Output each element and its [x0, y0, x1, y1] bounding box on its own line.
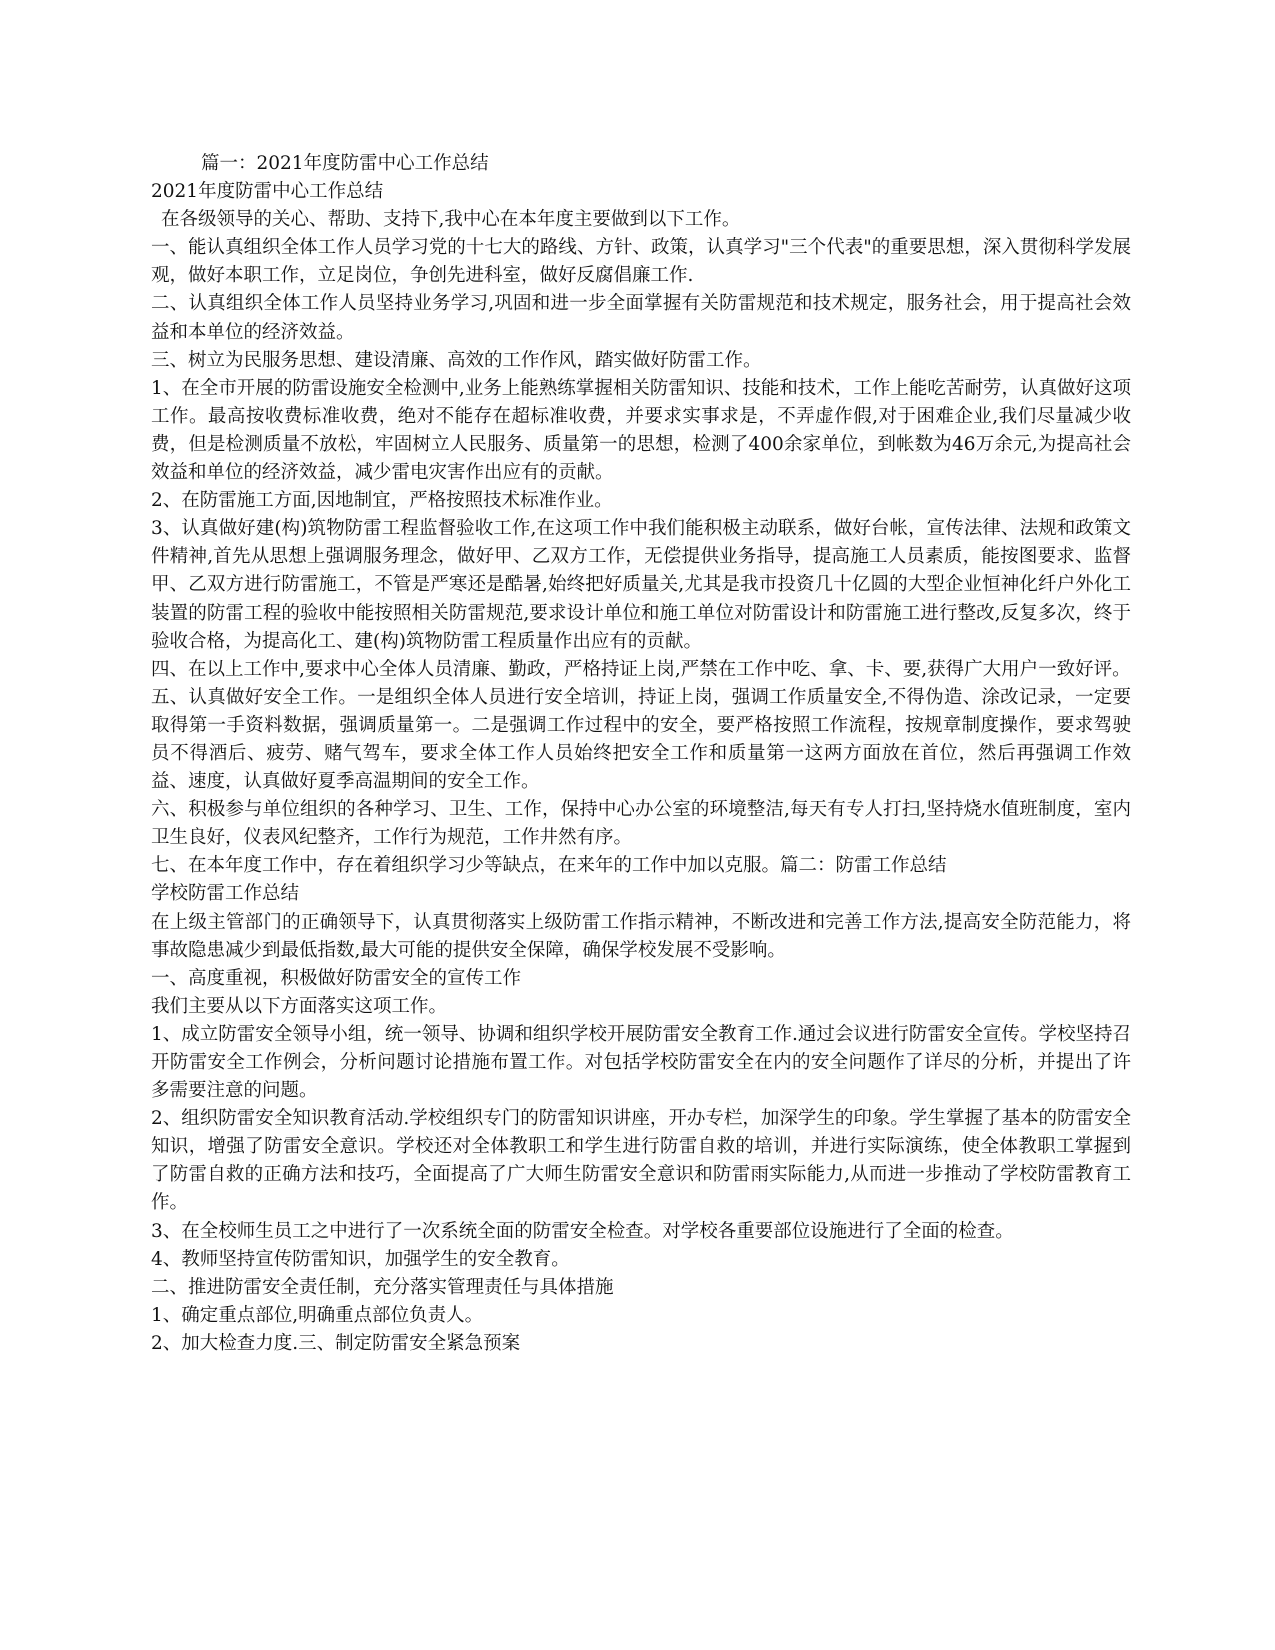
- section-one-heading: 一、高度重视，积极做好防雷安全的宣传工作: [151, 967, 522, 989]
- article-one-title: 2021年度防雷中心工作总结: [151, 181, 384, 203]
- section-one-item-4: 4、教师坚持宣传防雷知识，加强学生的安全教育。: [151, 1248, 570, 1270]
- paragraph-item-2: 二、认真组织全体工作人员坚持业务学习,巩固和进一步全面掌握有关防雷规范和技术规定，服务社会，用于提高社会效益和本单位的经济效益。: [151, 293, 1131, 343]
- section-one-item-2: 2、组织防雷安全知识教育活动.学校组织专门的防雷知识讲座，开办专栏，加深学生的印象。学生掌握了基本的防雷安全知识，增强了防雷安全意识。学校还对全体教职工和学生进行防雷自救的培训，并进行实际演练，使全体教职工掌握到了防雷自救的正确方法和技巧，全面提高了广大师生防雷安全意识和防雷雨实际能力,从而进一步推动了学校防雷教育工作。: [151, 1108, 1131, 1214]
- paragraph-item-4: 四、在以上工作中,要求中心全体人员清廉、勤政，严格持证上岗,严禁在工作中吃、拿、卡、要,获得广大用户一致好评。: [151, 658, 1131, 680]
- section-two-heading: 二、推进防雷安全责任制，充分落实管理责任与具体措施: [151, 1276, 614, 1298]
- paragraph-item-5: 五、认真做好安全工作。一是组织全体人员进行安全培训，持证上岗，强调工作质量安全,不得伪造、涂改记录，一定要取得第一手资料数据，强调质量第一。二是强调工作过程中的安全，要严格按照工作流程，按规章制度操作，要求驾驶员不得酒后、疲劳、赌气驾车，要求全体工作人员始终把安全工作和质量第一这两方面放在首位，然后再强调工作效益、速度，认真做好夏季高温期间的安全工作。: [151, 686, 1131, 793]
- section-one-item-1: 1、成立防雷安全领导小组，统一领导、协调和组织学校开展防雷安全教育工作.通过会议进行防雷安全宣传。学校坚持召开防雷安全工作例会，分析问题讨论措施布置工作。对包括学校防雷安全在内的安全问题作了详尽的分析，并提出了许多需要注意的问题。: [151, 1023, 1131, 1102]
- section-one-lead: 我们主要从以下方面落实这项工作。: [151, 995, 448, 1017]
- document-body: [151, 150, 1131, 1358]
- article-two-title: 学校防雷工作总结: [151, 883, 300, 905]
- paragraph-item-3-3: 3、认真做好建(构)筑物防雷工程监督验收工作,在这项工作中我们能积极主动联系，做好台帐，宣传法律、法规和政策文件精神,首先从思想上强调服务理念，做好甲、乙双方工作，无偿提供业务指导，提高施工人员素质，能按图要求、监督甲、乙双方进行防雷施工，不管是严寒还是酷暑,始终把好质量关,尤其是我市投资几十亿圆的大型企业恒神化纤户外化工装置的防雷工程的验收中能按照相关防雷规范,要求设计单位和施工单位对防雷设计和防雷施工进行整改,反复多次，终于验收合格，为提高化工、建(构)筑物防雷工程质量作出应有的贡献。: [151, 518, 1131, 652]
- article-one-heading: 篇一：2021年度防雷中心工作总结: [201, 153, 489, 174]
- paragraph-item-1: 一、能认真组织全体工作人员学习党的十七大的路线、方针、政策，认真学习"三个代表"的重要思想，深入贯彻科学发展观，做好本职工作，立足岗位，争创先进科室，做好反腐倡廉工作.: [151, 237, 1131, 287]
- section-one-item-3: 3、在全校师生员工之中进行了一次系统全面的防雷安全检查。对学校各重要部位设施进行了全面的检查。: [151, 1220, 1014, 1242]
- paragraph-item-6: 六、积极参与单位组织的各种学习、卫生、工作，保持中心办公室的环境整洁,每天有专人打扫,坚持烧水值班制度，室内卫生良好，仪表风纪整齐，工作行为规范，工作井然有序。: [151, 799, 1131, 849]
- intro-paragraph: 在各级领导的关心、帮助、支持下,我中心在本年度主要做到以下工作。: [161, 209, 741, 231]
- section-two-item-2: 2、加大检查力度.三、制定防雷安全紧急预案: [151, 1332, 521, 1354]
- paragraph-item-3-2: 2、在防雷施工方面,因地制宜，严格按照技术标准作业。: [151, 490, 613, 512]
- paragraph-item-3: 三、树立为民服务思想、建设清廉、高效的工作作风，踏实做好防雷工作。: [151, 349, 762, 371]
- article-two-intro: 在上级主管部门的正确领导下，认真贯彻落实上级防雷工作指示精神，不断改进和完善工作方法,提高安全防范能力，将事故隐患减少到最低指数,最大可能的提供安全保障，确保学校发展不受影响。: [151, 911, 1131, 961]
- paragraph-item-7: 七、在本年度工作中，存在着组织学习少等缺点，在来年的工作中加以克服。篇二：防雷工作总结: [151, 855, 947, 877]
- section-two-item-1: 1、确定重点部位,明确重点部位负责人。: [151, 1304, 484, 1326]
- paragraph-item-3-1: 1、在全市开展的防雷设施安全检测中,业务上能熟练掌握相关防雷知识、技能和技术，工作上能吃苦耐劳，认真做好这项工作。最高按收费标准收费，绝对不能存在超标准收费，并要求实事求是，不弄虚作假,对于困难企业,我们尽量减少收费，但是检测质量不放松，牢固树立人民服务、质量第一的思想，检测了400余家单位，到帐数为46万余元,为提高社会效益和单位的经济效益，减少雷电灾害作出应有的贡献。: [151, 377, 1131, 484]
